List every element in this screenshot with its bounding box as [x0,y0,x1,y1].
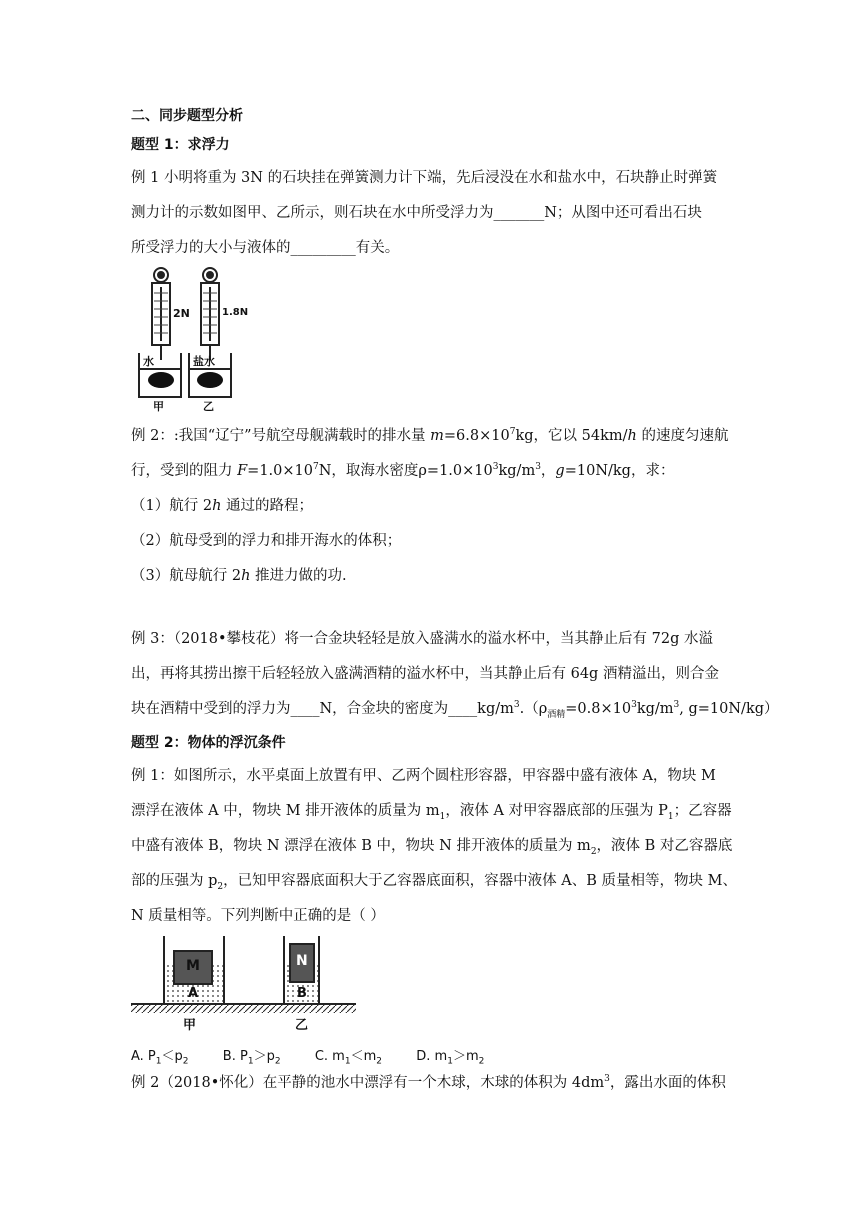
block-n-label: N [296,953,308,969]
option-b[interactable]: B. $P_1>p_2$ [222,1049,281,1067]
ex3-line3: 块在酒精中受到的浮力为____N，合金块的密度为$\_\_\_\_kg/m^3.(\rho_{酒精}=0.8\times 10^3kg/m^3$, g=10N/kg） [131,700,779,720]
type2-title: 题型 2：物体的浮沉条件 [131,735,286,751]
option-c[interactable]: C. $m_1<m_2$ [314,1049,382,1067]
ex1-line2: 测力计的示数如图甲、乙所示，则石块在水中所受浮力为_______N；从图中还可看出石块 [131,205,702,221]
container-drawing [131,934,361,1034]
container-caption-left: 甲 [183,1018,197,1033]
container-caption-right: 乙 [295,1018,309,1033]
liquid-a-label: A [188,986,199,1001]
liquid-b-label: B [297,986,307,1001]
ex1-line3: 所受浮力的大小与液体的_________有关。 [131,240,400,256]
ex3-line1: 例 3：（2018•攀枝花）将一合金块轻轻是放入盛满水的溢水杯中，当其静止后有 72g 水溢 [131,631,713,647]
spring-scale-drawing [135,265,250,415]
ex4-options [131,1047,484,1067]
ex2-line2: 行，受到的阻力 $F=1.0\times 10^7N$，取海水密度$\rho=1.0\times 10^3kg/m^3$，g=10N/kg，求： [131,462,675,479]
spring-scale-figure [135,265,250,415]
section-title: 二、同步题型分析 [131,108,243,124]
ex2-q3: （3）航母航行 2h 推进力做的功. [131,568,347,584]
ex2-line1: 例 2：:我国“辽宁”号航空母舰满载时的排水量 $m=6.8\times 10^7kg$，它以 54km/h 的速度匀速航 [131,427,729,444]
right-liquid-label: 盐水 [193,355,215,368]
ex4-line3: 中盛有液体 B，物块 N 漂浮在液体 B 中，物块 N 排开液体的质量为 $m_2$，液体 B 对乙容器底 [131,838,733,857]
ex4-line1: 例 1：如图所示，水平桌面上放置有甲、乙两个圆柱形容器，甲容器中盛有液体 A，物块 M [131,768,716,784]
ex4-line2: 漂浮在液体 A 中，物块 M 排开液体的质量为 $m_1$，液体 A 对甲容器底部的压强为 $P_1$；乙容器 [131,803,732,822]
option-d[interactable]: D. $m_1>m_2$ [416,1049,485,1067]
stone-left [148,372,174,388]
container-figure [131,934,361,1034]
left-liquid-label: 水 [143,355,154,368]
ex4-line4: 部的压强为 $p_2$，已知甲容器底面积大于乙容器底面积，容器中液体 A、B 质量相等，物块 M、 [131,873,737,892]
left-scale-reading: 2N [173,307,190,320]
left-caption: 甲 [153,400,164,413]
ex3-line2: 出，再将其捞出擦干后轻轻放入盛满酒精的溢水杯中，当其静止后有 64g 酒精溢出，则合金 [131,666,719,682]
type1-title: 题型 1：求浮力 [131,137,230,153]
block-m-label: M [186,958,200,974]
right-caption: 乙 [203,400,214,413]
ex5-line1: 例 2（2018•怀化）在平静的池水中漂浮有一个木球，木球的体积为 $4dm^3$，露出水面的体积 [131,1074,726,1091]
ex1-line1: 例 1 小明将重为 3N 的石块挂在弹簧测力计下端，先后浸没在水和盐水中，石块静止时弹簧 [131,170,718,186]
ex2-q1: （1）航行 2h 通过的路程； [131,498,314,514]
stone-right [197,372,223,388]
ex4-line5: N 质量相等。下列判断中正确的是（ ） [131,908,385,924]
ex2-q2: （2）航母受到的浮力和排开海水的体积； [131,533,402,549]
option-a[interactable]: A. $P_1<p_2$ [131,1049,189,1067]
right-scale-reading: 1.8N [222,307,249,318]
